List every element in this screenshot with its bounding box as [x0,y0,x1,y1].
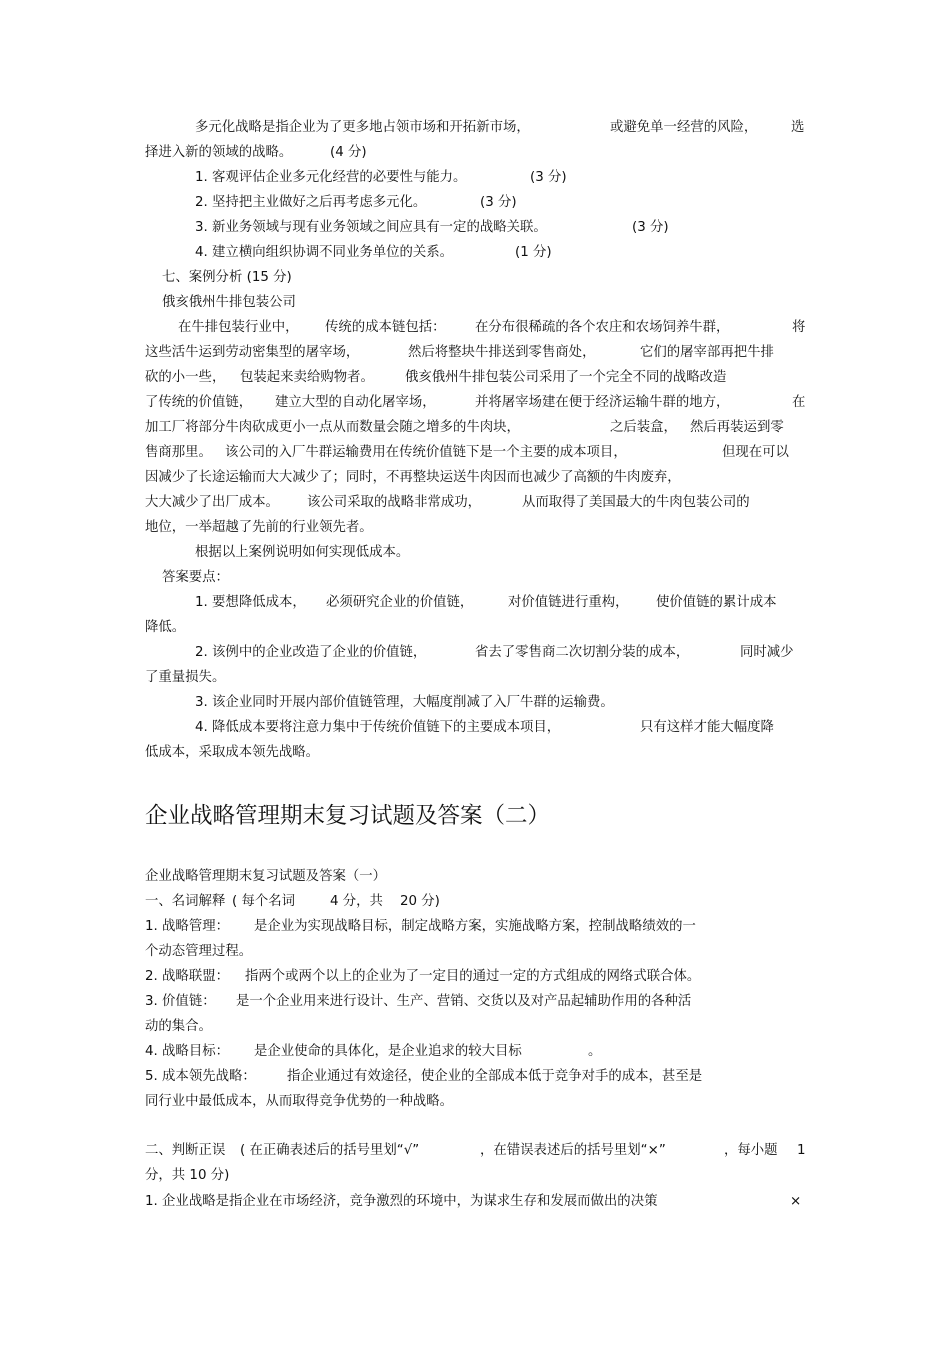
text-segment: 选 [791,120,805,135]
text-segment: 砍的小一些， [145,370,226,385]
text-segment: ，每小题 [724,1143,778,1158]
term-line [0,966,950,988]
text-segment: 并将屠宰场建在便于经济运输牛群的地方， [475,395,730,410]
case-line [0,442,950,464]
term-definition: 是企业使命的具体化，是企业追求的较大目标 [254,1044,522,1059]
text-segment: 加工厂将部分牛肉砍成更小一点从而数量会随之增多的牛肉块， [145,420,520,435]
case-line [0,467,950,489]
case-line [0,317,950,339]
case-line [0,367,950,389]
text-segment: 4. 建立横向组织协调不同业务单位的关系。 [195,245,454,260]
text-segment: 1. 要想降低成本， [195,595,306,610]
term-line [0,1016,950,1038]
text-segment: 建立大型的自动化屠宰场， [275,395,436,410]
answer-line [0,717,950,739]
score-label: (4 分) [330,145,367,160]
text-segment: 在 [792,395,806,410]
answer-line [0,592,950,614]
term-definition: 指两个或两个以上的企业为了一定目的通过一定的方式组成的网络式联合体。 [245,969,701,984]
text-segment: 从而取得了美国最大的牛肉包装公司的 [522,495,750,510]
answer-mark: × [790,1194,802,1209]
text-segment: 省去了零售商二次切割分装的成本， [475,645,690,660]
answer-line [0,617,950,639]
text-segment: 该公司的入厂牛群运输费用在传统价值链下是一个主要的成本项目， [225,445,627,460]
text-segment: 3. 新业务领域与现有业务领域之间应具有一定的战略关联。 [195,220,547,235]
section-title: 企业战略管理期末复习试题及答案（二） [145,803,551,829]
text-segment: 然后再装运到零 [690,420,784,435]
answer-line [0,642,950,664]
text-segment: 20 分) [400,894,440,909]
case-heading [0,267,950,289]
score-label: (1 分) [515,245,552,260]
part2-heading [0,1140,950,1162]
answer-line [0,692,950,714]
item-text: 1. 企业战略是指企业在市场经济，竞争激烈的环境中，为谋求生存和发展而做出的决策 [145,1194,658,1209]
text-segment: 一、名词解释 [145,894,226,909]
text-segment: 将 [792,320,806,335]
text-segment: 3. 该企业同时开展内部价值链管理，大幅度削减了入厂牛群的运输费。 [195,695,614,710]
term-line [0,991,950,1013]
point-3 [0,217,950,239]
text-segment: 售商那里。 [145,445,212,460]
point-2 [0,192,950,214]
text-segment: 2. 坚持把主业做好之后再考虑多元化。 [195,195,427,210]
case-line [0,392,950,414]
text-segment: 多元化战略是指企业为了更多地占领市场和开拓新市场， [195,120,530,135]
intro-line-2 [0,142,950,164]
text-segment: 4 分，共 [330,894,383,909]
answer-line [0,742,950,764]
case-line [0,492,950,514]
text-segment: 使价值链的累计成本 [656,595,777,610]
text-segment: 分，共 10 分) [145,1168,230,1183]
term-definition: 同行业中最低成本，从而取得竞争优势的一种战略。 [145,1094,453,1109]
term-label: 4. 战略目标： [145,1044,229,1059]
text-segment: 了传统的价值链， [145,395,253,410]
term-line [0,1041,950,1063]
term-line [0,1066,950,1088]
text-segment: 4. 降低成本要将注意力集中于传统价值链下的主要成本项目， [195,720,561,735]
answer-heading [0,567,950,589]
text-segment: 传统的成本链包括： [325,320,446,335]
text-segment: 只有这样才能大幅度降 [640,720,774,735]
case-line [0,417,950,439]
text-segment: 必须研究企业的价值链， [326,595,474,610]
term-label: 1. 战略管理： [145,919,229,934]
text-segment: 然后将整块牛排送到零售商处， [408,345,596,360]
term-definition: 是一个企业用来进行设计、生产、营销、交货以及对产品起辅助作用的各种活 [236,994,692,1009]
text-segment: 了重量损失。 [145,670,226,685]
text-segment: 或避免单一经营的风险， [610,120,758,135]
term-line [0,916,950,938]
text-segment: 二、判断正误 [145,1143,226,1158]
text-segment: 但现在可以 [722,445,789,460]
term-line [0,1091,950,1113]
term-line [0,941,950,963]
point-4 [0,242,950,264]
term-definition: 动的集合。 [145,1019,212,1034]
case-company [0,292,950,314]
text-segment: 低成本，采取成本领先战略。 [145,745,320,760]
text-segment: 之后装盒， [610,420,677,435]
text-segment: 在分布很稀疏的各个农庄和农场饲养牛群， [475,320,730,335]
text-segment: 俄亥俄州牛排包装公司采用了一个完全不同的战略改造 [405,370,727,385]
text-segment: 同时减少 [740,645,794,660]
text-segment: 地位，一举超越了先前的行业领先者。 [145,520,373,535]
term-definition: 是企业为实现战略目标，制定战略方案，实施战略方案，控制战略绩效的一 [254,919,696,934]
text-segment: ，在错误表述后的括号里划“×” [480,1143,666,1158]
text-segment: 。 [588,1044,602,1059]
answer-line [0,667,950,689]
text-segment: 因减少了长途运输而大大减少了；同时，不再整块运送牛肉因而也减少了高额的牛肉废弃， [145,470,681,485]
text-segment: 2. 该例中的企业改造了企业的价值链， [195,645,427,660]
score-label: (3 分) [480,195,517,210]
text-segment: 降低。 [145,620,186,635]
intro-line-1 [0,117,950,139]
term-definition: 个动态管理过程。 [145,944,253,959]
text-segment: 大大减少了出厂成本。 [145,495,279,510]
text-segment: 该公司采取的战略非常成功， [307,495,482,510]
text-segment: 在牛排包装行业中， [178,320,299,335]
part1-heading [0,891,950,913]
question-text: 根据以上案例说明如何实现低成本。 [195,545,410,560]
case-line [0,342,950,364]
case-line [0,517,950,539]
text-segment: 这些活牛运到劳动密集型的屠宰场， [145,345,360,360]
score-label: (3 分) [632,220,669,235]
term-definition: 指企业通过有效途径，使企业的全部成本低于竞争对手的成本，甚至是 [287,1069,703,1084]
subtitle-line [0,866,950,888]
case-question [0,542,950,564]
text-segment: 包装起来卖给购物者。 [240,370,374,385]
text-segment: 1. 客观评估企业多元化经营的必要性与能力。 [195,170,467,185]
text-segment: 择进入新的领域的战略。 [145,145,293,160]
text-segment: ( 在正确表述后的括号里划“√” [240,1143,420,1158]
company-name: 俄亥俄州牛排包装公司 [162,295,296,310]
text-segment: 1 [797,1143,806,1158]
term-label: 2. 战略联盟： [145,969,229,984]
heading-text: 七、案例分析 (15 分) [162,270,292,285]
subtitle-text: 企业战略管理期末复习试题及答案（一） [145,869,387,884]
heading-text: 答案要点： [162,570,229,585]
point-1 [0,167,950,189]
score-label: (3 分) [530,170,567,185]
text-segment: 对价值链进行重构， [508,595,629,610]
term-label: 5. 成本领先战略： [145,1069,256,1084]
judgement-item-1 [0,1191,950,1213]
text-segment: 它们的屠宰部再把牛排 [640,345,774,360]
term-label: 3. 价值链： [145,994,216,1009]
text-segment: ( 每个名词 [232,894,296,909]
part2-heading-cont [0,1165,950,1187]
